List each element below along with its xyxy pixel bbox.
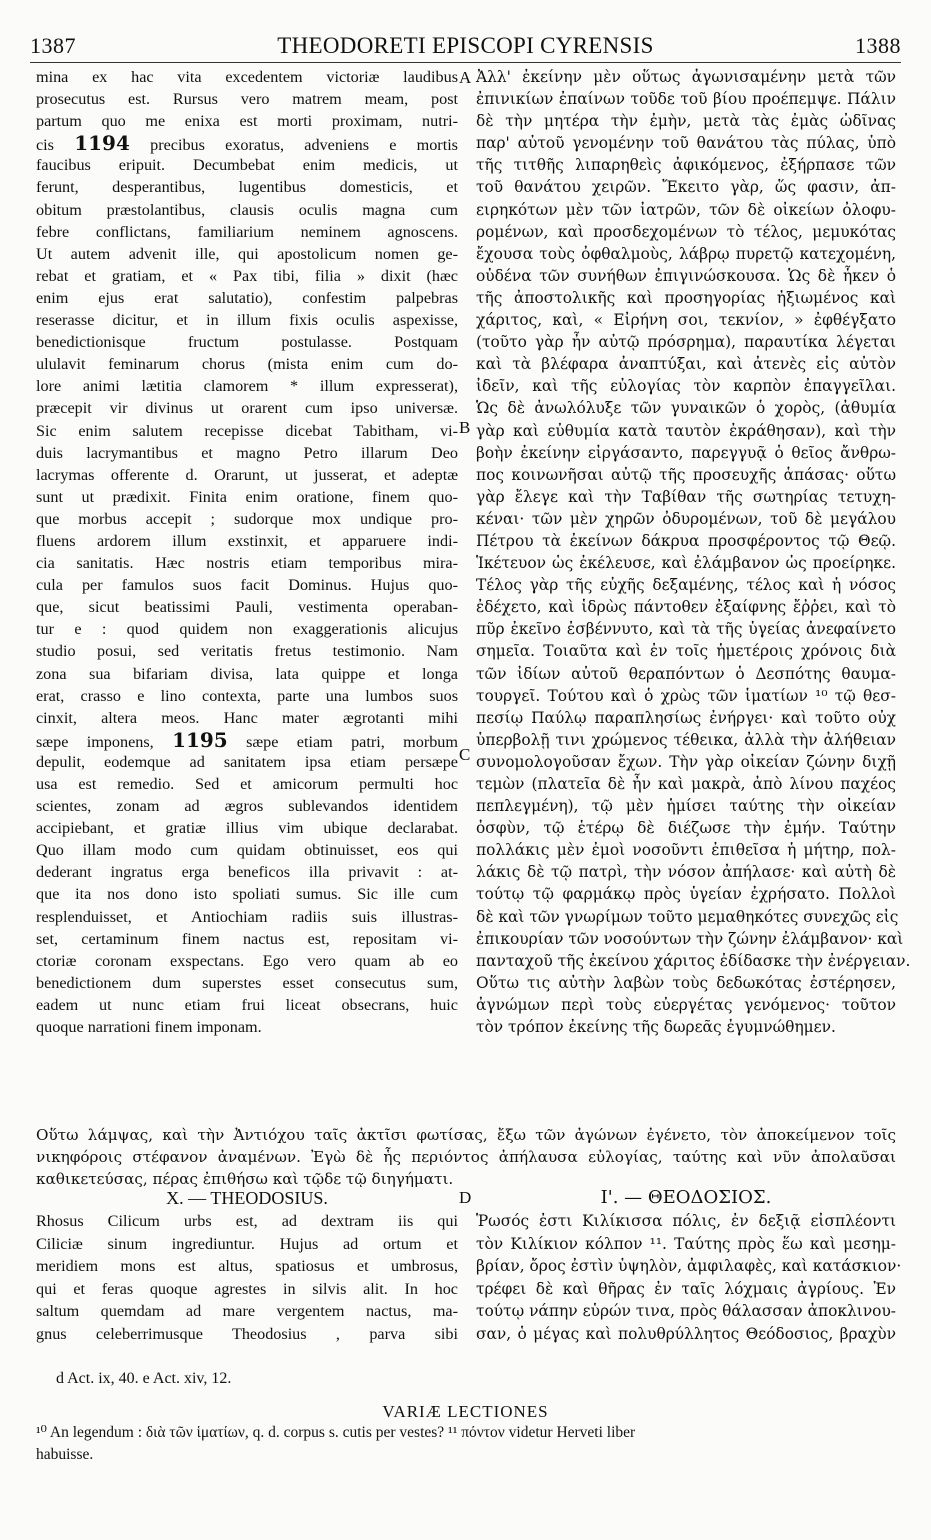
- latin-line: Sic enim salutem recepisse dicebat Tabitham, vi-: [36, 421, 458, 440]
- latin-line: partum quo me enixa est morti proximam, nutri-: [36, 112, 458, 131]
- greek-line: λάκις δὲ τῷ πατρὶ, τὴν νόσον ἀπήλασε· καὶ αὐτὴ δὲ: [476, 863, 896, 882]
- variae-lectiones: [36, 1422, 896, 1466]
- latin-line: que ita nos dono isto spoliati sumus. Sic ille cum: [36, 885, 458, 904]
- greek-line: Πέτρου τὰ ἐκείνων δάκρυα προσφέροντος τῷ Θεῷ.: [476, 531, 896, 550]
- latin-line: que, sicut beatissimi Pauli, vestimenta operaban-: [36, 598, 458, 617]
- greek-line: παρ' αὐτοῦ γενομένην τοῦ θανάτου τὰς πύλας, ὑπὸ: [476, 134, 896, 153]
- greek-line: ρομένων, καὶ προσδεχομένων τὸ τέλος, μεμυκότας: [476, 222, 896, 241]
- latin-line: enim ejus erat salutatio), confestim palpebras: [36, 288, 458, 307]
- latin-line: cia sanitatis. Hæc nostris etiam temporibus mira-: [36, 554, 458, 573]
- section-theodosius-greek: [476, 1186, 902, 1346]
- greek-line: γὰρ καὶ εὐθυμία κατὰ ταυτὸν ἐκράθησαν), καὶ τὴν: [476, 421, 896, 440]
- latin-line: qui et feras quoque agrestes in silvis alit. In hoc: [36, 1279, 458, 1298]
- latin-line: Ut autem advenit ille, qui apostolicum nomen ge-: [36, 244, 458, 263]
- latin-line: Rhosus Cilicum urbs est, ad dextram iis qui: [36, 1212, 458, 1230]
- greek-line: βοὴν ἐκείνην εἰργάσαντο, παρεγγυᾷ ὁ θεῖος ἄνθρω-: [476, 443, 896, 462]
- latin-line: lacrymas offerente d. Orarunt, ut jusserat, et adeptæ: [36, 465, 458, 484]
- margin-letter-a: A: [459, 68, 472, 87]
- latin-line: Ciliciæ sinum ingrediuntur. Hujus ad ortum et: [36, 1234, 458, 1253]
- margin-letter-d: D: [459, 1188, 472, 1207]
- latin-line: usa est remedio. Sed et amicorum permulti hoc: [36, 775, 458, 793]
- latin-line: quoque narrationi finem imponam.: [36, 1018, 262, 1037]
- variae-lectiones-heading: VARIÆ LECTIONES: [382, 1402, 549, 1421]
- greek-line: Ἱκέτευον ὡς ἐκέλευσε, καὶ ἐλάμβανον ὡς προείρηκε.: [476, 554, 896, 573]
- latin-line: tur e : quod quidem non exaggerationis alicujus: [36, 620, 458, 639]
- greek-line: Τέλος γὰρ τῆς εὐχῆς δεξαμένης, τέλος καὶ ἡ νόσος: [476, 576, 896, 595]
- latin-line: benedictionisque fructum postulasse. Postquam: [36, 333, 458, 352]
- greek-line: πῦρ ἐκεῖνο ἐσβέννυτο, καὶ τὰ τῆς ὑγείας ἀνεφαίνετο: [476, 620, 896, 639]
- greek-line: πανταχοῦ τῆς ἐκείνου χάριτος ἐδίδασκε τὴν ἐνέργειαν.: [476, 951, 911, 970]
- greek-line: τὸν Κιλίκιον κόλπον ¹¹. Ταύτης πρὸς ἕω καὶ μεσημ-: [476, 1234, 896, 1253]
- greek-line: τούτῳ νάπην εὑρών τινα, πρὸς θάλασσαν ἀποκλινου-: [476, 1302, 896, 1321]
- margin-letter-c: C: [459, 745, 471, 764]
- latin-line: lore animi lætitia clamorem * illum expresserat),: [36, 377, 458, 396]
- greek-line: συνομολογοῦσαν ἔχων. Τὴν γὰρ οἰκείαν ζώνην διχῇ: [476, 752, 896, 771]
- greek-line: κέναι· τῶν μὲν χηρῶν ὀδυρομένων, τοῦ δὲ μεγάλου: [476, 509, 896, 528]
- latin-line: set, certaminum finem nactus est, repositam vi-: [36, 929, 458, 948]
- greek-line: καὶ τὰ βλέφαρα ἀναπτύξαι, καὶ ἀτενὲς εἰς αὐτὸν: [476, 355, 896, 374]
- greek-line: δὲ τὴν μητέρα τὴν ἐμὴν, μετὰ τὰς ἐμὰς ὠδῖνας: [476, 112, 896, 131]
- latin-column: [36, 66, 458, 1038]
- latin-line: ferunt, desperantibus, lugentibus domesticis, et: [36, 178, 458, 197]
- greek-line: (τοῦτο γὰρ ἦν αὐτῷ πρόσρημα), παραυτίκα λέγεται: [476, 333, 896, 352]
- greek-line: τουργεῖ. Τούτου καὶ ὁ χρὼς τῶν ἱματίων ¹⁰ τῷ θεσ-: [476, 686, 896, 705]
- greek-line: Οὕτω λάμψας, καὶ τὴν Ἀντιόχου ταῖς ἀκτῖσι φωτίσας, ἔξω τῶν ἀγώνων ἐγένετο, τὸν ἀποκείμενον τοῖς: [36, 1126, 896, 1144]
- latin-line: febre conflictans, familiarium neminem agnoscens.: [36, 222, 458, 241]
- greek-full-width-paragraph: [36, 1124, 896, 1190]
- greek-line: πολλάκις μὲν ἐμοὶ νοσοῦντι ἐπιθεῖσα ἡ μήτηρ, πολ-: [476, 841, 896, 860]
- latin-line: resplenduisset, et Antiochiam radiis suis illustras-: [36, 907, 458, 926]
- footnotes: d Act. ix, 40. e Act. xiv, 12.: [56, 1370, 232, 1387]
- latin-line: rebat et gratiam, et « Pax tibi, filia » dixit (hæc: [36, 266, 458, 285]
- greek-line: τῆς ἀποστολικῆς καὶ προσηγορίας ἠξιωμένος καὶ: [476, 288, 896, 307]
- greek-line: καθικετεύσας, πέρας ἐπιθήσω καὶ τῷδε τῷ διηγήματι.: [36, 1170, 454, 1189]
- latin-line: gnus celeberrimusque Theodosius , parva sibi: [36, 1324, 458, 1343]
- header-rule: [30, 62, 901, 63]
- latin-line: duis lacrymantibus et magno Petro illarum Deo: [36, 443, 458, 462]
- latin-line: mina ex hac vita excedentem victoriæ laudibus: [36, 68, 458, 86]
- greek-line: ἔχουσα τοὺς ὀφθαλμοὺς, λάβρῳ πυρετῷ κατεχομένη,: [476, 244, 896, 263]
- greek-line: ὑπερβολῇ τινι χρώμενος τέθεικα, ἀλλὰ τὴν ἀλήθειαν: [476, 730, 896, 749]
- greek-line: ειρηκότων μὲν τῶν ἰατρῶν, τῶν δὲ οἰκείων ὀλοφυ-: [476, 200, 896, 219]
- latin-line: cula per famulos suos facit Dominus. Hujus quo-: [36, 576, 458, 595]
- latin-line: scientes, zonam ad ægros sublevandos identidem: [36, 797, 458, 816]
- latin-line: fluens ardorem illum exstinxit, et apparuere indi-: [36, 531, 458, 550]
- section-heading-latin: X. — THEODOSIUS.: [166, 1188, 328, 1208]
- greek-line: τούτῳ τῷ φαρμάκῳ πρὸς ὑγείαν ἐχρήσατο. Πολλοὶ: [476, 885, 896, 904]
- section-theodosius-latin: [36, 1186, 458, 1346]
- greek-line: τεμὼν (πλατεῖα δὲ ἦν καὶ μακρὰ, ἀπὸ λίνου παχέος: [476, 775, 896, 793]
- latin-line: sunt ut prædixit. Finita enim oratione, finem quo-: [36, 487, 458, 506]
- greek-line: ἐπινικίων ἐπαίνων τοῦδε τοῦ βίου προέπεμψε. Πάλιν: [476, 90, 896, 109]
- greek-line: τὸν τρόπον ἐκείνης τῆς δωρεᾶς ἐγυμνώθημεν.: [476, 1018, 836, 1037]
- running-header: [30, 33, 901, 63]
- greek-line: Ἀλλ' ἐκείνην μὲν οὕτως ἀγωνισαμένην μετὰ τῶν: [476, 68, 896, 86]
- greek-line: Ὡς δὲ ἀνωλόλυξε τῶν γυναικῶν ὁ χορὸς, (ἀθυμία: [476, 399, 896, 418]
- latin-line: ctoriæ coronam exspectans. Ego vero quam ab eo: [36, 951, 458, 970]
- greek-line: νικηφόροις στέφανον ἀναμένων. Ἐγὼ δὲ ἧς περιόντος ἀπήλαυσα εὐλογίας, ταύτης καὶ νῦν ἀπολαῦσαι: [36, 1148, 896, 1167]
- latin-line: faucibus eripuit. Decumbebat enim medicis, ut: [36, 156, 458, 175]
- latin-line: Quo illam modo cum quidam obtinuisset, eos qui: [36, 841, 458, 860]
- greek-line: ἰδεῖν, καὶ τῆς εὐλογίας τὸν καρπὸν ἐπαγγεῖλαι.: [476, 377, 896, 396]
- page-number-left: 1387: [30, 33, 76, 58]
- greek-line: τρέφει δὲ καὶ θῆρας ἐν ταῖς λόχμαις ἀγρίους. Ἐν: [476, 1279, 896, 1298]
- latin-line: præcepit vir divinus ut orarent cum ipso universæ.: [36, 399, 458, 418]
- greek-line: Οὕτω τις αὐτὴν λαβὼν τοὺς δεδωκότας ἐστέρησεν,: [476, 973, 896, 992]
- greek-line: τῶν ἰδίων αὐτοῦ θεραπόντων ὁ Δεσπότης θαυμα-: [476, 664, 896, 683]
- greek-line: ὀσφὺν, τῷ ἑτέρῳ δὲ διέζωσε τὴν ἐμήν. Ταύτην: [476, 819, 896, 838]
- greek-line: βρίαν, ὄρος ἐστὶν ὑψηλὸν, ἀμφιλαφὲς, καὶ κατάσκιον·: [476, 1257, 902, 1276]
- greek-line: ἐδέχετο, καὶ ἱδρὼς πάντοθεν ἐξαίφνης ἔῤῥει, καὶ τὸ: [476, 598, 896, 617]
- greek-line: ἀγνώμων περὶ τοὺς εὐεργέτας γενόμενος· τοῦτον: [476, 995, 896, 1014]
- latin-line: benedictionem dum superstes esset consecutus sum,: [36, 973, 458, 992]
- latin-line: ululavit feminarum chorus (mista enim cum do-: [36, 355, 458, 374]
- greek-line: σαν, ὁ μέγας καὶ πολυθρύλλητος Θεόδοσιος, βραχὺν: [476, 1324, 896, 1343]
- greek-line: Ῥωσός ἐστι Κιλίκισσα πόλις, ἐν δεξιᾷ εἰσπλέοντι: [476, 1212, 896, 1230]
- greek-line: τοῦ θανάτου χειρῶν. Ἔκειτο γὰρ, ὥς φασιν, ἀπ-: [476, 178, 896, 197]
- latin-line: meridiem mons est altus, spatiosus et umbrosus,: [36, 1257, 458, 1276]
- variant-reading-line: ¹⁰ An legendum : διὰ τῶν ἱματίων, q. d. corpus s. cutis per vestes? ¹¹ πόντον videtur Herveti liber: [36, 1424, 636, 1441]
- greek-column: [476, 66, 911, 1038]
- latin-line: que morbus accepit ; sudorque mox undique pro-: [36, 509, 458, 528]
- latin-line: studio posui, sed veritatis fretus testimonio. Nam: [36, 642, 458, 661]
- latin-line: accipiebant, et gratiæ illius vim ubique declarabat.: [36, 819, 458, 838]
- latin-line: zona sua bifariam divisa, lata quippe et longa: [36, 664, 458, 683]
- latin-line: eadem ut nunc etiam frui liceat obsecrans, huic: [36, 995, 458, 1014]
- latin-line: erat, crasso e lino contexta, parte una lumbos suos: [36, 686, 458, 705]
- greek-line: τῆς τιτθῆς λιπαρηθεὶς ἀφικόμενος, ἐξήρπασε τῶν: [476, 156, 896, 175]
- variant-reading-line: habuisse.: [36, 1446, 94, 1463]
- greek-line: χάριτος, καὶ, « Εἰρήνη σοι, τεκνίον, » ἐφθέγξατο: [476, 311, 896, 330]
- latin-line: prosecutus est. Rursus vero matrem meam, post: [36, 90, 458, 109]
- greek-line: δὲ καὶ τῶν γνωρίμων τοῦτο μεμαθηκότες συνεχῶς εἰς: [476, 907, 899, 926]
- greek-line: οὐδένα τῶν συνήθων ἐπιγινώσκουσα. Ὡς δὲ ἧκεν ὁ: [476, 266, 896, 285]
- greek-line: ἐπικουρίαν τῶν νοσούντων τὴν ζώνην ἐλάμβανον· καὶ: [476, 929, 904, 948]
- latin-line: cinxit, altera meos. Hanc mater ægrotanti mihi: [36, 708, 458, 727]
- greek-line: πεπλεγμένη), τῷ μὲν ἡμίσει ταύτης τὴν οἰκείαν: [476, 797, 896, 816]
- greek-line: σημεῖα. Τοιαῦτα καὶ ἐν τοῖς ἡμετέροις χρόνοις διὰ: [476, 642, 896, 661]
- latin-line: reserasse dicitur, et in illum fixis oculis aspexisse,: [36, 311, 458, 330]
- section-heading-greek: Ι'. — ΘΕΟΔΟΣΙΟΣ.: [600, 1187, 772, 1208]
- latin-line: sæpe imponens, 1195 sæpe etiam patri, morbum: [36, 727, 458, 752]
- running-title: THEODORETI EPISCOPI CYRENSIS: [277, 33, 654, 58]
- latin-line: depulit, eodemque ad sanitatem ipsa etiam persæpe: [36, 752, 458, 771]
- greek-line: πος κοινωνῆσαι αὐτῷ τῆς προσευχῆς ἁπάσας· οὕτω: [476, 465, 896, 484]
- latin-line: obitum præstolantibus, clausis oculis magna cum: [36, 200, 458, 219]
- greek-line: γὰρ ἔλεγε καὶ τὴν Ταβίθαν τῆς σωτηρίας τετυχη-: [476, 487, 896, 506]
- page-number-right: 1388: [855, 33, 901, 58]
- latin-line: saltum quemdam ad mare vergentem nactus, ma-: [36, 1302, 458, 1321]
- greek-line: πεσίῳ Παύλῳ παραπλησίως ἐνήργει· καὶ τοῦτο οὐχ: [476, 708, 896, 727]
- latin-line: cis 1194 precibus exoratus, adveniens e mortis: [36, 131, 458, 156]
- latin-line: dederant ingratus erga beneficos illa privavit : at-: [36, 863, 458, 882]
- margin-letter-b: B: [459, 418, 471, 437]
